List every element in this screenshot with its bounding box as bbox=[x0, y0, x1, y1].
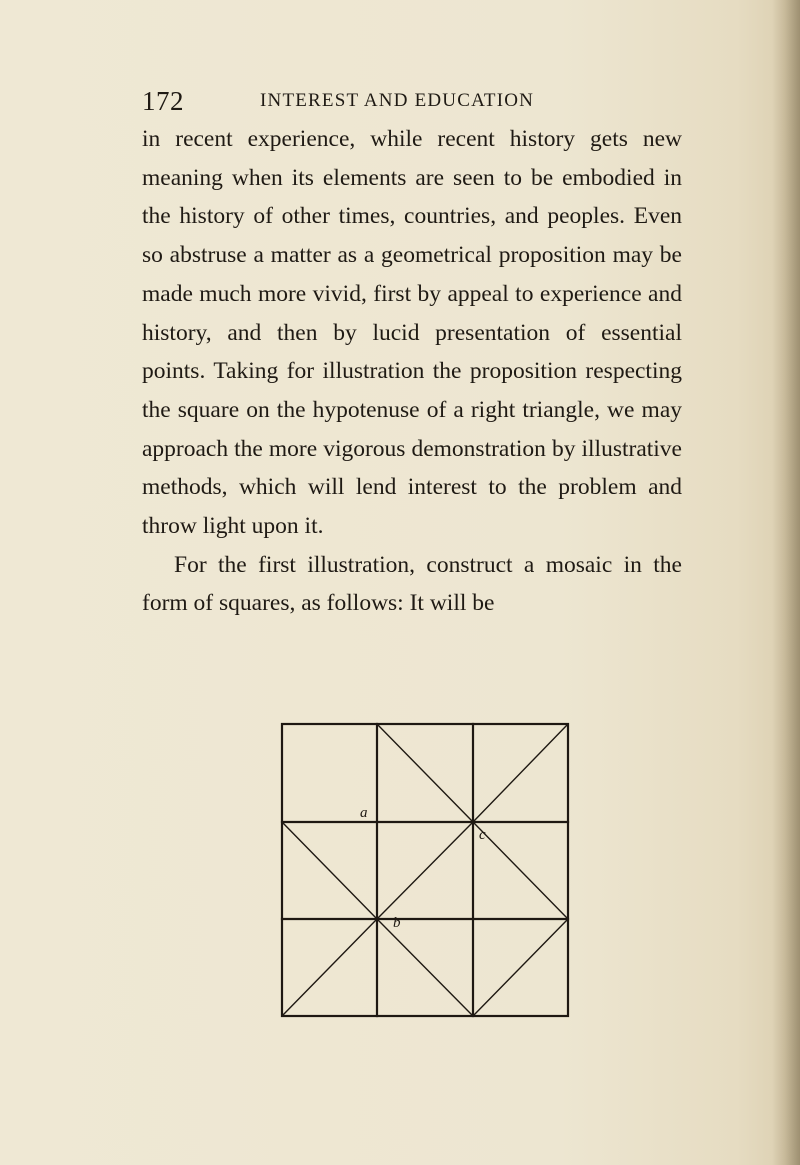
figure-label-c: c bbox=[479, 827, 486, 843]
mosaic-diagonal-r2c2 bbox=[377, 822, 473, 919]
mosaic-diagonal-r1c2 bbox=[377, 724, 473, 822]
page-edge-shadow bbox=[772, 0, 800, 1165]
body-text bbox=[142, 120, 682, 623]
mosaic-diagonal-r3c1 bbox=[282, 919, 377, 1016]
mosaic-figure bbox=[280, 720, 570, 1020]
figure-label-a: a bbox=[360, 805, 368, 821]
mosaic-diagonal-r3c3 bbox=[473, 919, 568, 1016]
mosaic-diagonal-r1c3 bbox=[473, 724, 568, 822]
mosaic-diagonal-r2c1 bbox=[282, 822, 377, 919]
page-number: 172 bbox=[142, 86, 184, 116]
paragraph-1: in recent experience, while recent history gets new meaning when its elements are seen to be embodied in the history of other times, countries, and peoples. Even so abstruse a matter as a geometrical proposition may be made much more vivid, first by appeal to experience and history, and then by lucid presentation of essential points. Taking for illustration the proposition respecting the square on the hypotenuse of a right triangle, we may approach the more vigorous demonstration by illustrative methods, which will lend interest to the problem and throw light upon it. bbox=[142, 126, 682, 540]
paragraph-2: For the first illustration, construct a mosaic in the form of squares, as follows: It will be bbox=[142, 551, 682, 617]
mosaic-diagonal-r2c3 bbox=[473, 822, 568, 919]
page-header bbox=[142, 86, 702, 116]
mosaic-diagonal-r3c2 bbox=[377, 919, 473, 1016]
running-title: INTEREST AND EDUCATION bbox=[260, 90, 535, 111]
figure-label-b: b bbox=[393, 915, 401, 931]
